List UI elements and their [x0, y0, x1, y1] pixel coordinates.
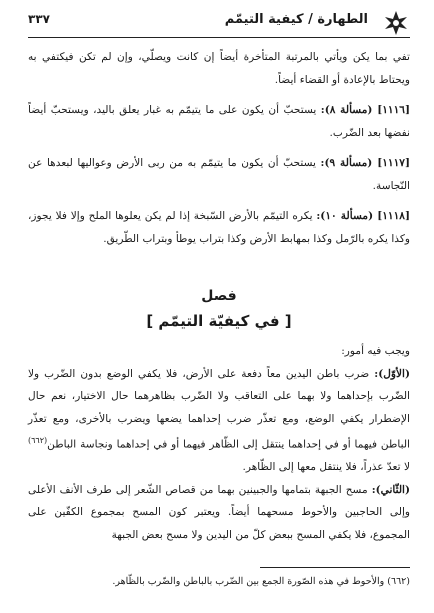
issue-1116 — [28, 99, 410, 144]
issue-1118 — [28, 205, 410, 250]
requirement-text-continued: لا تعدّ عذراً، فلا ينتقل معها إلى الظّاهر. — [242, 461, 410, 474]
requirements-intro: ويجب فيه أمور: — [341, 345, 410, 357]
intro-paragraph: تفي بما يكن ويأتي بالمرتبة المتأخرة أيضاً إن كانت ويصلّي، وإن لم تكن فيكتفي به ويحتاط بالإعادة أو القضاء أيضاً. — [28, 51, 410, 86]
page-header — [28, 10, 410, 36]
requirement-label: (الأوّل): — [374, 367, 411, 380]
issue-text: يكره التيمّم بالأرض السّبخة إذا لم يكن يعلوها الملح وإلا فلا يجوز، وكذا يكره بالرّمل وكذا بمهابط الأرض وكذا بتراب يوطأ وبتراب الطّريق. — [28, 210, 410, 245]
footnote-divider — [260, 567, 410, 568]
issue-label: [١١١٨] (مسألة ١٠): — [316, 210, 410, 222]
running-title: الطهارة / كيفية التيمّم — [224, 12, 368, 27]
footnote-reference[interactable]: (٦٦٢) — [28, 436, 48, 445]
issue-text: يستحبّ أن يكون ما يتيمّم به من ربى الأرض وعواليها لبعدها عن النّجاسة. — [28, 157, 410, 192]
main-text — [28, 46, 410, 546]
section-subtitle: [ في كيفيّة التيمّم ] — [146, 312, 292, 330]
header-divider — [28, 37, 410, 38]
issue-label: [١١١٦] (مسألة ٨): — [320, 104, 410, 116]
requirement-text: ضرب باطن اليدين معاً دفعة على الأرض، فلا يكفي الوضع بدون الضّرب ولا الضّرب بإحداهما ولا بهما على التعاقب ولا الضّرب بظاهرهما حال الاختيار، نعم حال الإضطرار يكفي الوضع، ومع تعذّر ضرب إحداهما يضعها ويضرب بالأخرى، ومع تعذّر الباطن فيهما أو في إحداهما ينتقل إلى الظّاهر فيهما أو في إحداهما ونجاسة الباطن — [28, 367, 410, 451]
page-number: ٣٣٧ — [28, 12, 50, 26]
requirement-first — [28, 363, 410, 479]
requirement-label: (الثّاني): — [371, 483, 410, 496]
footnote: (٦٦٢) والأحوط في هذه الصّورة الجمع بين الضّرب بالباطن والضّرب بالظّاهر. — [112, 576, 410, 587]
star-ornament-icon — [382, 10, 410, 36]
section-title: فصل — [201, 288, 237, 304]
requirement-text: مسح الجبهة بتمامها والجبينين بهما من قصاص الشّعر إلى طرف الأنف الأعلى وإلى الحاجبين والأحوط مسحهما أيضاً. ويعتبر كون المسح بمجموع الكفّين على المجموع، فلا يكفي المسح ببعض كلّ من اليدين ولا مسح بعض الجبهة — [28, 483, 410, 541]
section-heading — [28, 284, 410, 334]
issue-label: [١١١٧] (مسألة ٩): — [320, 157, 410, 169]
requirement-second — [28, 479, 410, 547]
issue-1117 — [28, 152, 410, 197]
issue-text: يستحبّ أن يكون على ما يتيمّم به غبار يعلق باليد، ويستحبّ أيضاً نفضها بعد الضّرب. — [28, 104, 410, 139]
